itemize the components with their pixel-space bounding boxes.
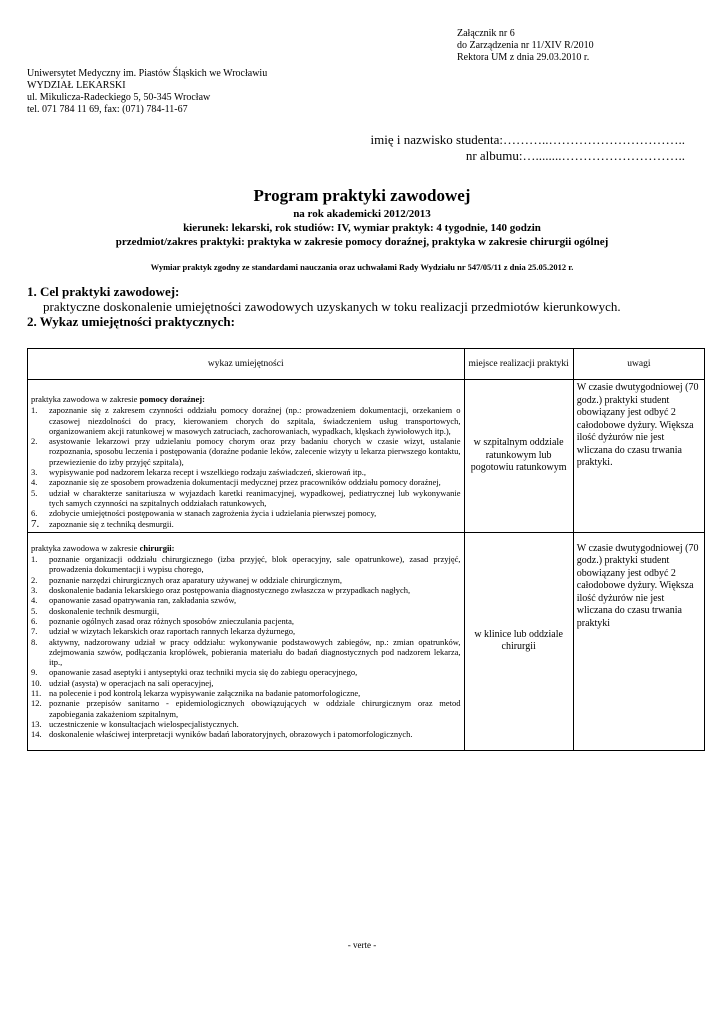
attachment-note bbox=[457, 28, 594, 64]
intro-bold: pomocy doraźnej: bbox=[139, 394, 205, 404]
student-fields bbox=[330, 132, 685, 164]
goal-text: praktyczne doskonalenie umiejętności zawodowych uzyskanych w toku realizacji przedmiotów kierunkowych. bbox=[43, 299, 621, 314]
skills-list bbox=[31, 405, 461, 529]
institution-line: tel. 071 784 11 69, fax: (071) 784-11-67 bbox=[27, 104, 188, 115]
intro-prefix: praktyka zawodowa w zakresie bbox=[31, 394, 140, 404]
intro-prefix: praktyka zawodowa w zakresie bbox=[31, 542, 140, 553]
place-cell: w szpitalnym oddziale ratunkowym lub pogotowiu ratunkowym bbox=[464, 380, 573, 533]
skills-cell bbox=[28, 380, 465, 533]
list-item: 7. udział w wizytach lekarskich oraz raportach rannych lekarza dyżurnego, bbox=[31, 626, 296, 637]
skills-heading: 2. Wykaz umiejętności praktycznych: bbox=[27, 314, 235, 329]
header-remarks: uwagi bbox=[573, 349, 704, 380]
list-item: 6. poznanie ogólnych zasad oraz różnych sposobów znieczulania pacjenta, bbox=[31, 615, 294, 626]
list-item: 6. zdobycie umiejętności postępowania w stanach zagrożenia życia i udzielania pierwszej pomocy, bbox=[31, 508, 377, 519]
list-item: 13. uczestniczenie w konsultacjach wielospecjalistycznych. bbox=[31, 718, 239, 729]
program-subtitles bbox=[0, 207, 724, 249]
skills-cell bbox=[28, 532, 465, 750]
list-item: 11. na polecenie i pod kontrolą lekarza wypisywanie załącznika na badanie patomorfologiczne, bbox=[31, 688, 361, 699]
course-info: kierunek: lekarski, rok studiów: IV, wymiar praktyk: 4 tygodnie, 140 godzin bbox=[183, 222, 541, 234]
list-item: 2. asystowanie lekarzowi przy udzielaniu pomocy chorym oraz przy badaniu chorych w czasie wizyt, ustalanie rozpoznania, sposobu leczenia i postępowania (doraźne podanie leków, zalecenie wizyty u lekarza pierwszego kontaktu, przewiezienie do izby przyjęć szpitala), bbox=[31, 436, 461, 467]
sections bbox=[27, 284, 707, 329]
header-place: miejsce realizacji praktyki bbox=[464, 349, 573, 380]
list-item: 10. udział (asysta) w operacjach na sali operacyjnej, bbox=[31, 677, 214, 688]
remarks-cell: W czasie dwutygodniowej (70 godz.) praktyki student obowiązany jest odbyć 2 całodobowe dyżury. Większa ilość dyżurów nie jest wliczana do czasu trwania praktyki bbox=[573, 532, 704, 750]
skills-table bbox=[27, 348, 705, 751]
institution-line: WYDZIAŁ LEKARSKI bbox=[27, 80, 126, 91]
list-item: 2. poznanie narzędzi chirurgicznych oraz aparatury używanej w oddziale chirurgicznym, bbox=[31, 574, 343, 585]
header-skills: wykaz umiejętności bbox=[28, 349, 465, 380]
list-item: 5. doskonalenie technik desmurgii, bbox=[31, 605, 160, 616]
list-item: 3. wypisywanie pod nadzorem lekarza recept i wszelkiego rodzaju zaświadczeń, skierowań itp., bbox=[31, 467, 366, 478]
list-item: 4. zapoznanie się ze sposobem prowadzenia dokumentacji medycznej przez pracowników oddziału pomocy doraźnej, bbox=[31, 477, 441, 488]
practice-scope: przedmiot/zakres praktyki: praktyka w zakresie pomocy doraźnej, praktyka w zakresie chirurgii ogólnej bbox=[115, 236, 609, 248]
table-header-row bbox=[28, 349, 705, 380]
list-item: 1. poznanie organizacji oddziału chirurgicznego (izba przyjęć, blok operacyjny, sale opatrunkowe), zasad przyjęć, prowadzenia dokumentacji i wypisu chorego, bbox=[31, 554, 461, 575]
intro-bold: chirurgii: bbox=[139, 542, 175, 553]
student-name-field: imię i nazwisko studenta:………..………………………….. bbox=[370, 132, 685, 147]
list-item: 14. doskonalenie właściwej interpretacji wyników badań laboratoryjnych, obrazowych i patomorfologicznych. bbox=[31, 729, 413, 740]
place-cell: w klinice lub oddziale chirurgii bbox=[464, 532, 573, 750]
institution-line: ul. Mikulicza-Radeckiego 5, 50-345 Wrocław bbox=[27, 92, 211, 103]
row-intro bbox=[31, 394, 461, 404]
list-item: 7. zapoznanie się z techniką desmurgii. bbox=[31, 517, 174, 530]
list-item: 12. poznanie przepisów sanitarno - epidemiologicznych obowiązujących w oddziale chirurgicznym oraz metod zapobiegania zakażeniom szpitalnym, bbox=[31, 698, 461, 719]
list-item: 5. udział w charakterze sanitariusza w wyjazdach karetki reanimacyjnej, wypadkowej, pediatrycznej lub wykonywanie tych samych czynności na szpitalnych oddziałach ratunkowych, bbox=[31, 487, 461, 508]
attachment-line: do Zarządzenia nr 11/XIV R/2010 bbox=[457, 40, 594, 51]
attachment-line: Załącznik nr 6 bbox=[457, 28, 515, 39]
page-title: Program praktyki zawodowej bbox=[253, 186, 471, 205]
table-row bbox=[28, 532, 705, 750]
remarks-cell: W czasie dwutygodniowej (70 godz.) praktyki student obowiązany jest odbyć 2 całodobowe dyżury. Większa ilość dyżurów nie jest wliczana do czasu trwania praktyki. bbox=[573, 380, 704, 533]
table-row bbox=[28, 380, 705, 533]
page-footer: - verte - bbox=[347, 940, 377, 950]
album-number-field: nr albumu:…........……………………….. bbox=[465, 148, 685, 163]
list-item: 3. doskonalenie badania lekarskiego oraz postępowania diagnostycznego zwłaszcza w przypadkach nagłych, bbox=[31, 585, 411, 596]
list-item: 8. aktywny, nadzorowany udział w pracy oddziału: wykonywanie podstawowych zabiegów, np.: zmian opatrunków, zdejmowania szwów, podłączania kroplówek, pobierania materiału do badań diagnostycznych pod nadzorem lekarza, itp., bbox=[31, 636, 461, 668]
norm-line: Wymiar praktyk zgodny ze standardami nauczania oraz uchwałami Rady Wydziału nr 547/05/11 z dnia 25.05.2012 r. bbox=[150, 262, 574, 272]
skills-list bbox=[31, 554, 461, 739]
attachment-line: Rektora UM z dnia 29.03.2010 r. bbox=[457, 52, 590, 63]
list-item: 4. opanowanie zasad opatrywania ran, zakładania szwów, bbox=[31, 595, 237, 606]
academic-year: na rok akademicki 2012/2013 bbox=[293, 208, 431, 220]
institution-line: Uniwersytet Medyczny im. Piastów Śląskich we Wrocławiu bbox=[27, 68, 268, 79]
institution-header bbox=[27, 68, 267, 116]
list-item: 9. opanowanie zasad aseptyki i antyseptyki oraz techniki mycia się do zabiegu operacyjnego, bbox=[31, 667, 358, 678]
list-item: 1. zapoznanie się z zakresem czynności oddziału pomocy doraźnej (np.: prowadzeniem dokumentacji, orzekaniem o czasowej niezdolności do pracy, kierowaniem chorych do szpitala, świadczeniem usług transportowych, organizowaniem akcji ratunkowej w masowych zatruciach, zachorowaniach, wypadkach, klęskach żywiołowych itp.), bbox=[31, 405, 461, 436]
row-intro bbox=[31, 543, 461, 553]
goal-heading: 1. Cel praktyki zawodowej: bbox=[27, 284, 180, 299]
